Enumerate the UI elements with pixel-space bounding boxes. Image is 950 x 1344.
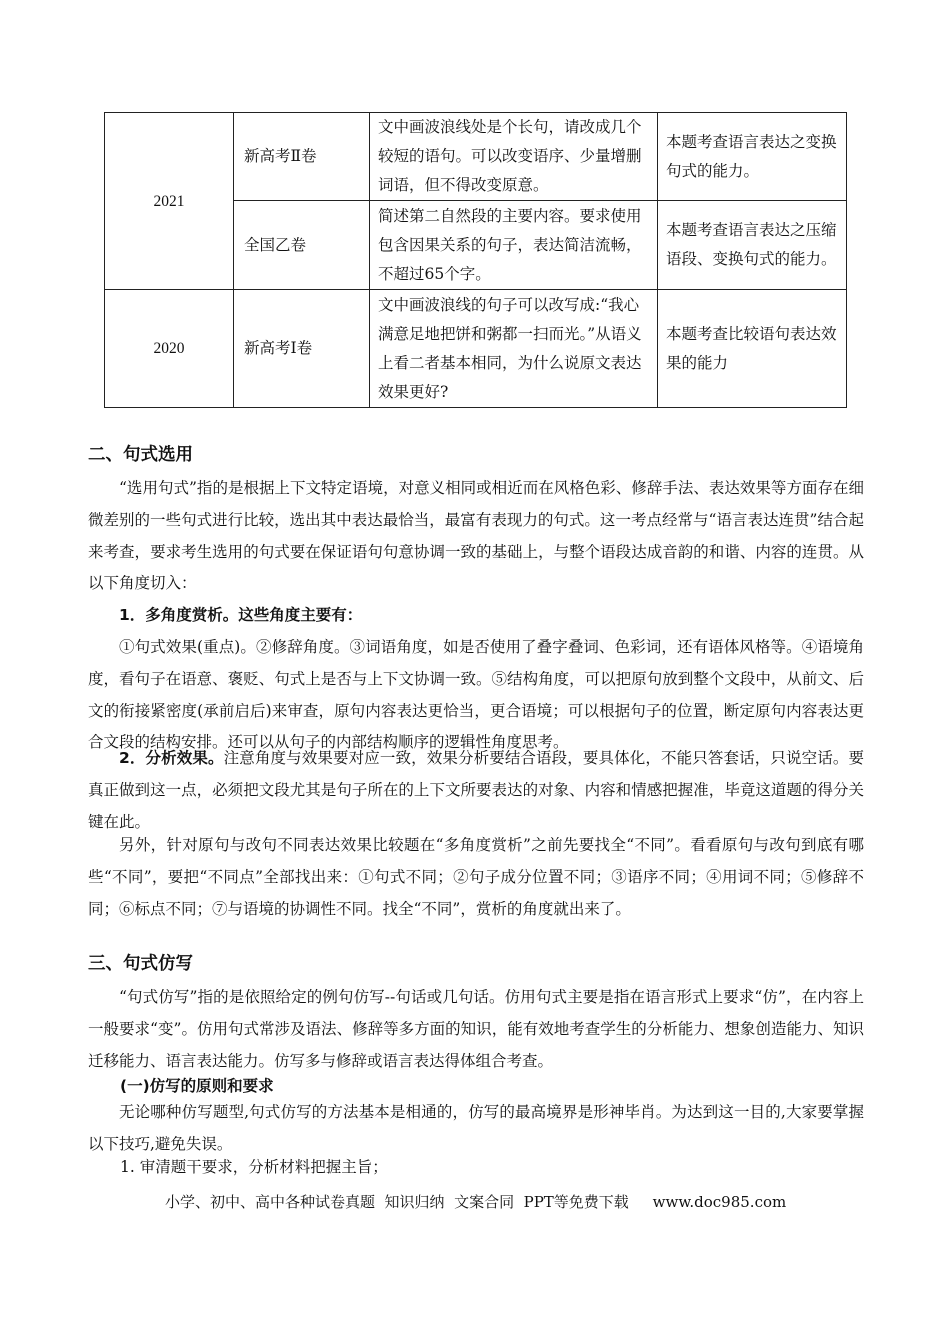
exam-table xyxy=(104,112,847,408)
focus-cell: 本题考查比较语句表达效果的能力 xyxy=(658,290,847,408)
section-heading: 二、句式选用 xyxy=(88,445,193,465)
point-title: 2．分析效果。 xyxy=(119,749,224,767)
paragraph: “选用句式”指的是根据上下文特定语境，对意义相同或相近而在风格色彩、修辞手法、表达效果等方面存在细微差别的一些句式进行比较，选出其中表达最恰当，最富有表现力的句式。这一考点经常与“语言表达连贯”结合起来考查，要求考生选用的句式要在保证语句句意协调一致的基础上，与整个语段达成音韵的和谐、内容的连贯。从以下角度切入： xyxy=(88,479,864,593)
table-row xyxy=(105,290,847,408)
paragraph: ①句式效果(重点)。②修辞角度。③词语角度，如是否使用了叠字叠词、色彩词，还有语体风格等。④语境角度，看句子在语意、褒贬、句式上是否与上下文协调一致。⑤结构角度，可以把原句放到整个文段中，从前文、后文的衔接紧密度(承前启后)来审查，原句内容表达更恰当，更合语境；可以根据句子的位置，断定原句内容表达更合文段的结构安排。还可以从句子的内部结构顺序的逻辑性角度思考。 xyxy=(88,638,864,752)
paragraph: 另外，针对原句与改句不同表达效果比较题在“多角度赏析”之前先要找全“不同”。看看原句与改句到底有哪些“不同”，要把“不同点”全部找出来：①句式不同；②句子成分位置不同；③语序不同；④用词不同；⑤修辞不同；⑥标点不同；⑦与语境的协调性不同。找全“不同”，赏析的角度就出来了。 xyxy=(88,836,864,918)
focus-cell: 本题考查语言表达之压缩语段、变换句式的能力。 xyxy=(658,201,847,290)
paragraph: “句式仿写”指的是依照给定的例句仿写--句话或几句话。仿用句式主要是指在语言形式上要求“仿”，在内容上一般要求“变”。仿用句式常涉及语法、修辞等多方面的知识，能有效地考查学生的分析能力、想象创造能力、知识迁移能力、语言表达能力。仿写多与修辞或语言表达得体组合考查。 xyxy=(88,988,864,1070)
page-footer: 小学、初中、高中各种试卷真题 知识归纳 文案合同 PPT等免费下载 www.doc985.com xyxy=(165,1193,787,1211)
paper-cell: 新高考Ⅱ卷 xyxy=(234,113,370,201)
table-row xyxy=(105,113,847,201)
year-cell: 2021 xyxy=(105,113,234,290)
paper-cell: 全国乙卷 xyxy=(234,201,370,290)
point-body: 注意角度与效果要对应一致，效果分析要结合语段，要具体化，不能只答套话，只说空话。要真正做到这一点，必须把文段尤其是句子所在的上下文所要表达的对象、内容和情感把握准，毕竟这道题的得分关键在此。 xyxy=(88,749,864,831)
requirement-cell: 简述第二自然段的主要内容。要求使用包含因果关系的句子，表达简洁流畅，不超过65个字。 xyxy=(370,201,658,290)
focus-cell: 本题考查语言表达之变换句式的能力。 xyxy=(658,113,847,201)
paper-cell: 新高考Ⅰ卷 xyxy=(234,290,370,408)
paragraph xyxy=(88,600,864,632)
requirement-cell: 文中画波浪线处是个长句，请改成几个较短的语句。可以改变语序、少量增删词语，但不得改变原意。 xyxy=(370,113,658,201)
requirement-cell: 文中画波浪线的句子可以改写成:“我心满意足地把饼和粥都一扫而光。”从语义上看二者基本相同，为什么说原文表达效果更好? xyxy=(370,290,658,408)
list-item: 1. 审清题干要求，分析材料把握主旨； xyxy=(120,1158,388,1176)
point-title: 1．多角度赏析。这些角度主要有： xyxy=(119,606,363,624)
section-heading: 三、句式仿写 xyxy=(88,954,193,974)
paragraph: 无论哪种仿写题型,句式仿写的方法基本是相通的，仿写的最高境界是形神毕肖。为达到这一目的,大家要掌握以下技巧,避免失误。 xyxy=(88,1103,864,1153)
paragraph xyxy=(88,743,864,838)
year-cell: 2020 xyxy=(105,290,234,408)
subheading: (一)仿写的原则和要求 xyxy=(120,1077,274,1095)
